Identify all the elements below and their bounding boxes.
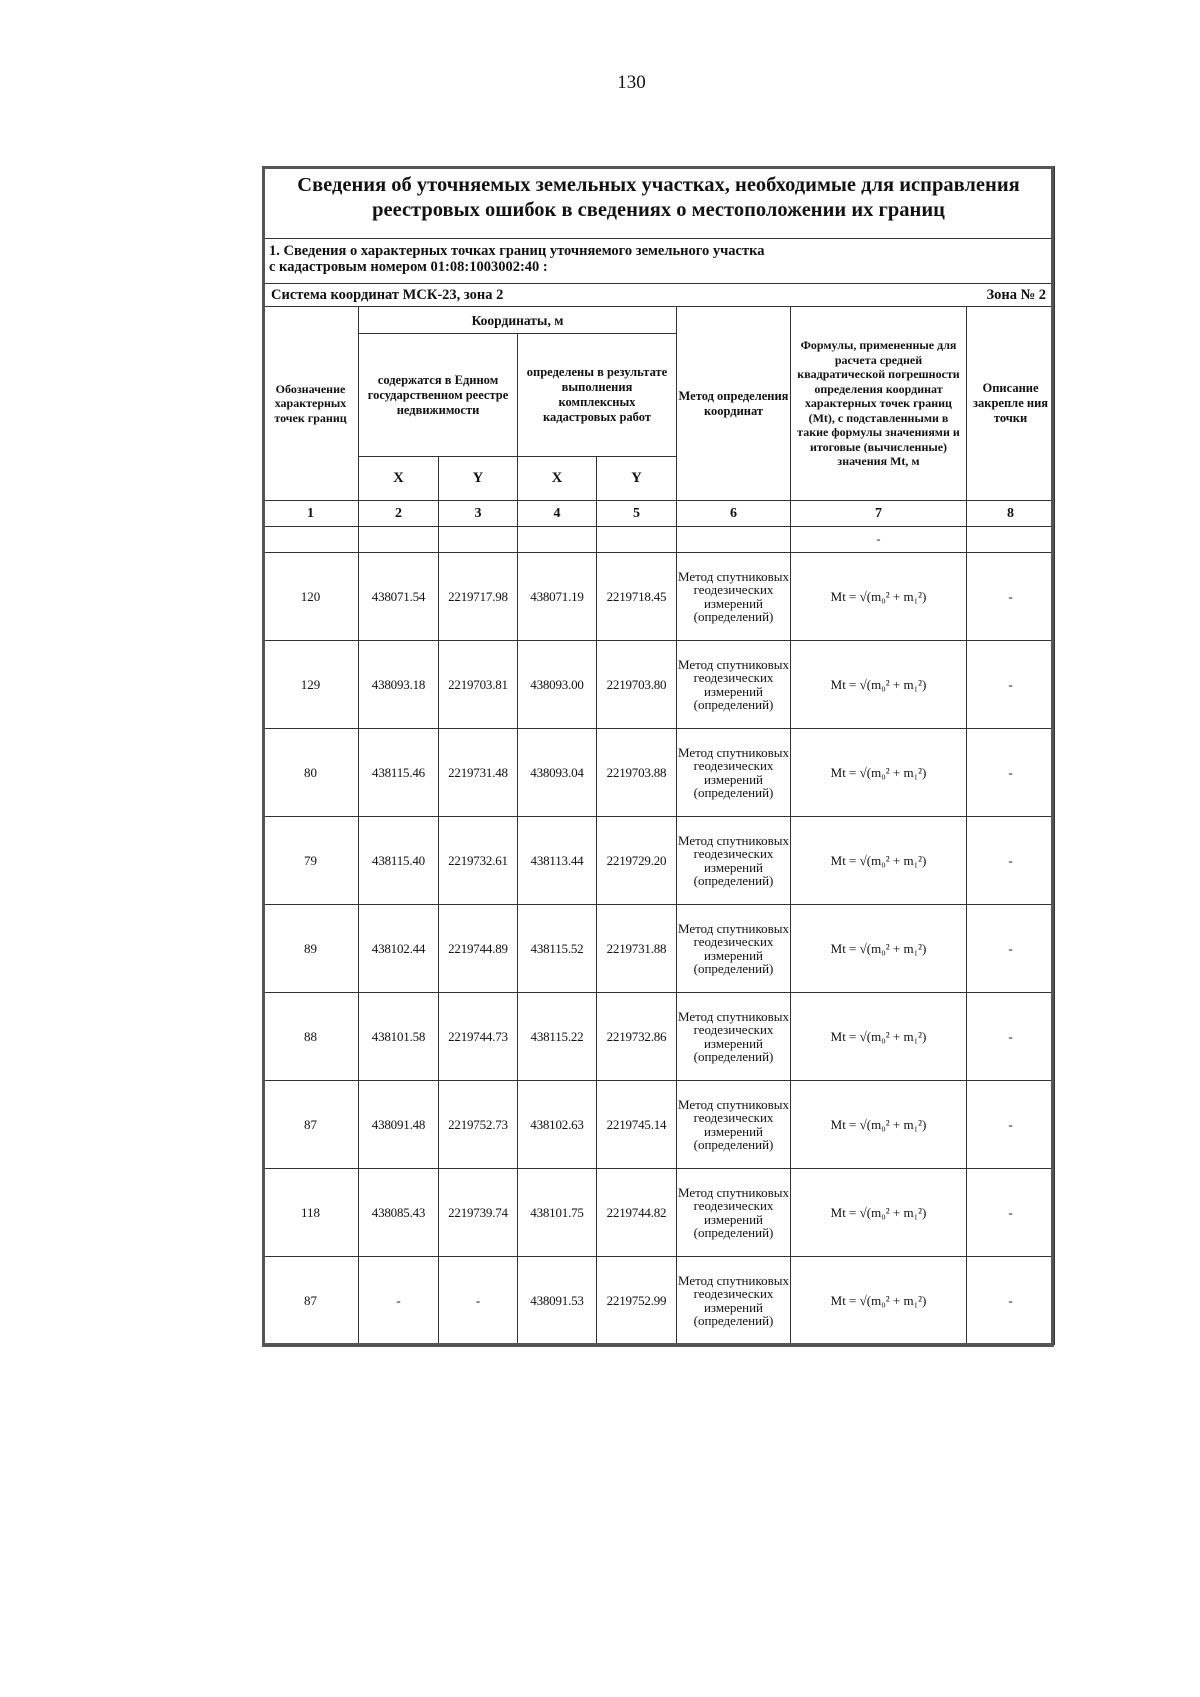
x-determined-cell: 438091.53 (518, 1257, 597, 1345)
formula-cell: Mt = √(m₀² + m₁²) (791, 1257, 967, 1345)
point-cell: 129 (263, 641, 359, 729)
method-cell: Метод спутниковых геодезических измерений (определений) (677, 817, 791, 905)
point-cell: 118 (263, 1169, 359, 1257)
header-determined: определены в результате выполнения комплексных кадастровых работ (518, 334, 677, 457)
x-registry-cell: 438102.44 (359, 905, 439, 993)
column-number: 4 (518, 501, 597, 527)
table-frame (262, 166, 1054, 1347)
x-determined-cell: 438101.75 (518, 1169, 597, 1257)
header-y-registry: Y (439, 457, 518, 501)
empty-row-formula: - (791, 527, 967, 553)
y-determined-cell: 2219718.45 (597, 553, 677, 641)
x-registry-cell: 438071.54 (359, 553, 439, 641)
section-heading-line2: с кадастровым номером 01:08:1003002:40 : (269, 259, 548, 275)
y-determined-cell: 2219744.82 (597, 1169, 677, 1257)
x-determined-cell: 438115.52 (518, 905, 597, 993)
header-x-determined: X (518, 457, 597, 501)
description-cell: - (967, 993, 1055, 1081)
x-registry-cell: 438115.40 (359, 817, 439, 905)
header-point-designation: Обозначение характерных точек границ (263, 307, 359, 501)
y-determined-cell: 2219703.80 (597, 641, 677, 729)
formula-cell: Mt = √(m₀² + m₁²) (791, 993, 967, 1081)
column-number: 1 (263, 501, 359, 527)
point-cell: 89 (263, 905, 359, 993)
method-cell: Метод спутниковых геодезических измерений (определений) (677, 553, 791, 641)
x-registry-cell: 438101.58 (359, 993, 439, 1081)
y-registry-cell: 2219739.74 (439, 1169, 518, 1257)
formula-cell: Mt = √(m₀² + m₁²) (791, 1169, 967, 1257)
method-cell: Метод спутниковых геодезических измерений (определений) (677, 729, 791, 817)
method-cell: Метод спутниковых геодезических измерений (определений) (677, 1257, 791, 1345)
y-registry-cell: 2219717.98 (439, 553, 518, 641)
point-cell: 79 (263, 817, 359, 905)
header-formulas: Формулы, примененные для расчета средней квадратической погрешности определения координат характерных точек границ (Mt), с подставленными в такие формулы значениями и итоговые (вычисленные) значения Mt, м (791, 307, 967, 501)
x-determined-cell: 438071.19 (518, 553, 597, 641)
header-x-registry: X (359, 457, 439, 501)
y-determined-cell: 2219731.88 (597, 905, 677, 993)
description-cell: - (967, 729, 1055, 817)
x-registry-cell: 438085.43 (359, 1169, 439, 1257)
y-registry-cell: 2219703.81 (439, 641, 518, 729)
x-determined-cell: 438102.63 (518, 1081, 597, 1169)
document-title: Сведения об уточняемых земельных участках, необходимые для исправления реестровых ошибок в сведениях о местоположении их границ (263, 167, 1055, 239)
y-determined-cell: 2219745.14 (597, 1081, 677, 1169)
coordinate-system: Система координат МСК-23, зона 2 (271, 286, 504, 303)
y-determined-cell: 2219732.86 (597, 993, 677, 1081)
x-registry-cell: 438115.46 (359, 729, 439, 817)
description-cell: - (967, 553, 1055, 641)
header-method: Метод определения координат (677, 307, 791, 501)
header-in-registry: содержатся в Едином государственном реестре недвижимости (359, 334, 518, 457)
point-cell: 80 (263, 729, 359, 817)
point-cell: 87 (263, 1081, 359, 1169)
point-cell: 88 (263, 993, 359, 1081)
formula-cell: Mt = √(m₀² + m₁²) (791, 1081, 967, 1169)
description-cell: - (967, 905, 1055, 993)
y-registry-cell: 2219752.73 (439, 1081, 518, 1169)
method-cell: Метод спутниковых геодезических измерений (определений) (677, 993, 791, 1081)
formula-cell: Mt = √(m₀² + m₁²) (791, 641, 967, 729)
y-registry-cell: 2219744.73 (439, 993, 518, 1081)
description-cell: - (967, 641, 1055, 729)
zone-label: Зона № 2 (986, 286, 1047, 303)
column-number: 7 (791, 501, 967, 527)
x-determined-cell: 438093.04 (518, 729, 597, 817)
x-determined-cell: 438113.44 (518, 817, 597, 905)
x-registry-cell: 438093.18 (359, 641, 439, 729)
column-number: 5 (597, 501, 677, 527)
x-determined-cell: 438093.00 (518, 641, 597, 729)
section-heading-line1: 1. Сведения о характерных точках границ уточняемого земельного участка (269, 243, 765, 259)
header-coordinates: Координаты, м (359, 307, 677, 334)
point-cell: 87 (263, 1257, 359, 1345)
formula-cell: Mt = √(m₀² + m₁²) (791, 553, 967, 641)
x-registry-cell: 438091.48 (359, 1081, 439, 1169)
y-registry-cell: 2219731.48 (439, 729, 518, 817)
description-cell: - (967, 1081, 1055, 1169)
column-number: 6 (677, 501, 791, 527)
column-number: 3 (439, 501, 518, 527)
description-cell: - (967, 817, 1055, 905)
point-cell: 120 (263, 553, 359, 641)
formula-cell: Mt = √(m₀² + m₁²) (791, 817, 967, 905)
method-cell: Метод спутниковых геодезических измерений (определений) (677, 1081, 791, 1169)
x-registry-cell: - (359, 1257, 439, 1345)
y-registry-cell: 2219744.89 (439, 905, 518, 993)
x-determined-cell: 438115.22 (518, 993, 597, 1081)
method-cell: Метод спутниковых геодезических измерений (определений) (677, 1169, 791, 1257)
column-number: 8 (967, 501, 1055, 527)
header-description: Описание закрепле ния точки (967, 307, 1055, 501)
formula-cell: Mt = √(m₀² + m₁²) (791, 729, 967, 817)
header-y-determined: Y (597, 457, 677, 501)
y-registry-cell: 2219732.61 (439, 817, 518, 905)
y-determined-cell: 2219703.88 (597, 729, 677, 817)
method-cell: Метод спутниковых геодезических измерений (определений) (677, 641, 791, 729)
description-cell: - (967, 1169, 1055, 1257)
formula-cell: Mt = √(m₀² + m₁²) (791, 905, 967, 993)
description-cell: - (967, 1257, 1055, 1345)
method-cell: Метод спутниковых геодезических измерений (определений) (677, 905, 791, 993)
y-determined-cell: 2219752.99 (597, 1257, 677, 1345)
y-registry-cell: - (439, 1257, 518, 1345)
page-number: 130 (617, 72, 646, 93)
y-determined-cell: 2219729.20 (597, 817, 677, 905)
column-number: 2 (359, 501, 439, 527)
